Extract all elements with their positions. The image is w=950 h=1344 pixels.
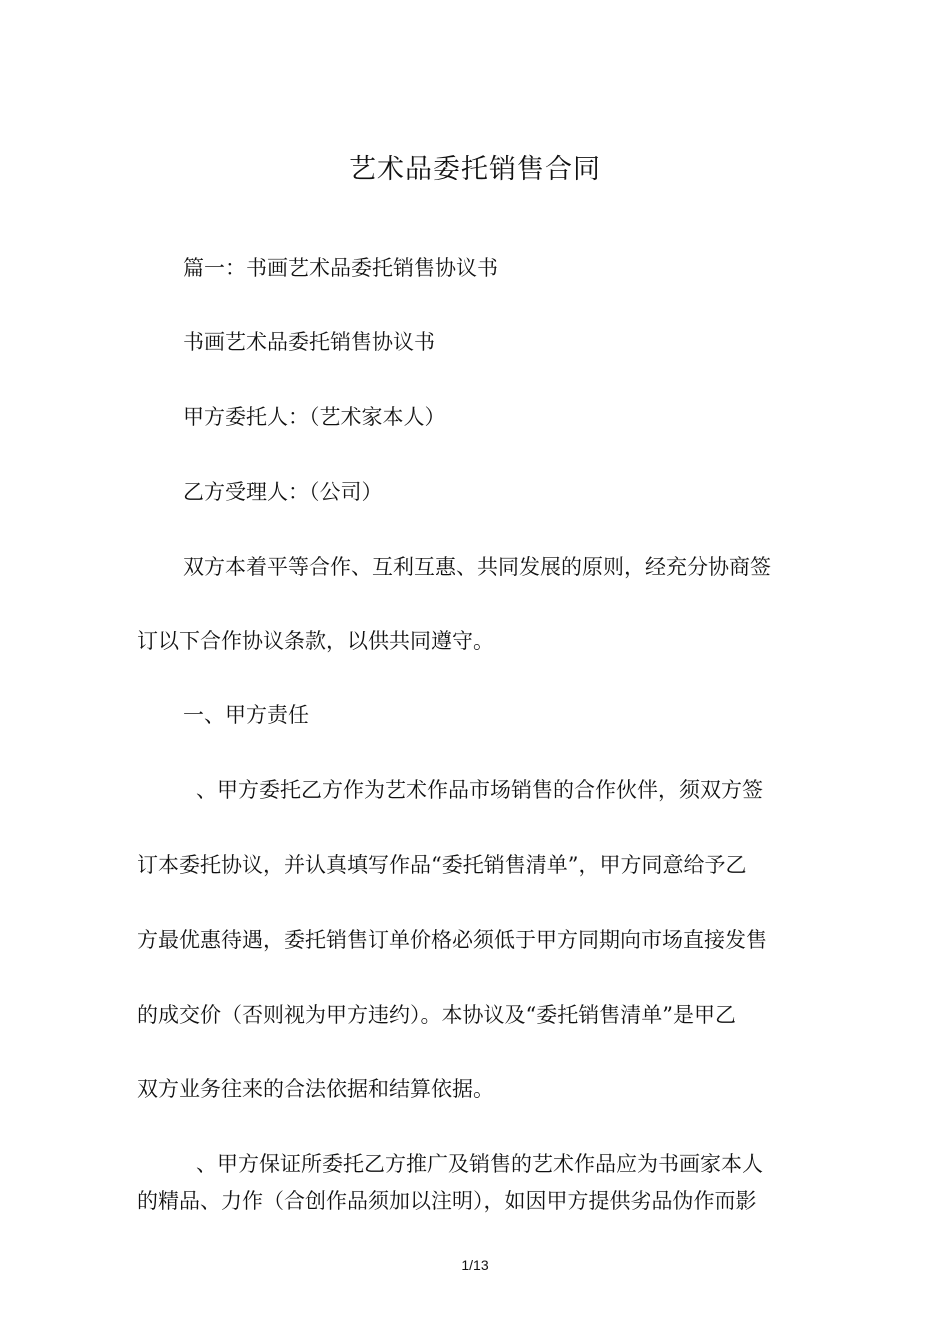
paragraph-line: 双方业务往来的合法依据和结算依据。 [137,1077,494,1101]
paragraph-line: 的精品、力作（合创作品须加以注明），如因甲方提供劣品伪作而影 [137,1189,757,1213]
paragraph-line: 乙方受理人：（公司） [183,480,383,504]
document-title: 艺术品委托销售合同 [349,154,601,185]
paragraph-line: 书画艺术品委托销售协议书 [183,330,435,354]
paragraph-line: 、甲方保证所委托乙方推广及销售的艺术作品应为书画家本人 [196,1152,763,1176]
paragraph-line: 双方本着平等合作、互利互惠、共同发展的原则，经充分协商签 [183,555,771,579]
paragraph-line: 方最优惠待遇，委托销售订单价格必须低于甲方同期向市场直接发售 [137,928,767,952]
paragraph-line: 篇一：书画艺术品委托销售协议书 [183,256,498,280]
page-number: 1/13 [461,1257,489,1273]
paragraph-line: 订本委托协议，并认真填写作品“委托销售清单”，甲方同意给予乙 [137,853,747,877]
paragraph-line: 订以下合作协议条款，以供共同遵守。 [137,629,494,653]
paragraph-line: 、甲方委托乙方作为艺术作品市场销售的合作伙伴，须双方签 [196,778,763,802]
paragraph-line: 甲方委托人：（艺术家本人） [183,405,446,429]
section-heading: 一、甲方责任 [183,703,309,727]
paragraph-line: 的成交价（否则视为甲方违约）。本协议及“委托销售清单”是甲乙 [137,1003,736,1027]
